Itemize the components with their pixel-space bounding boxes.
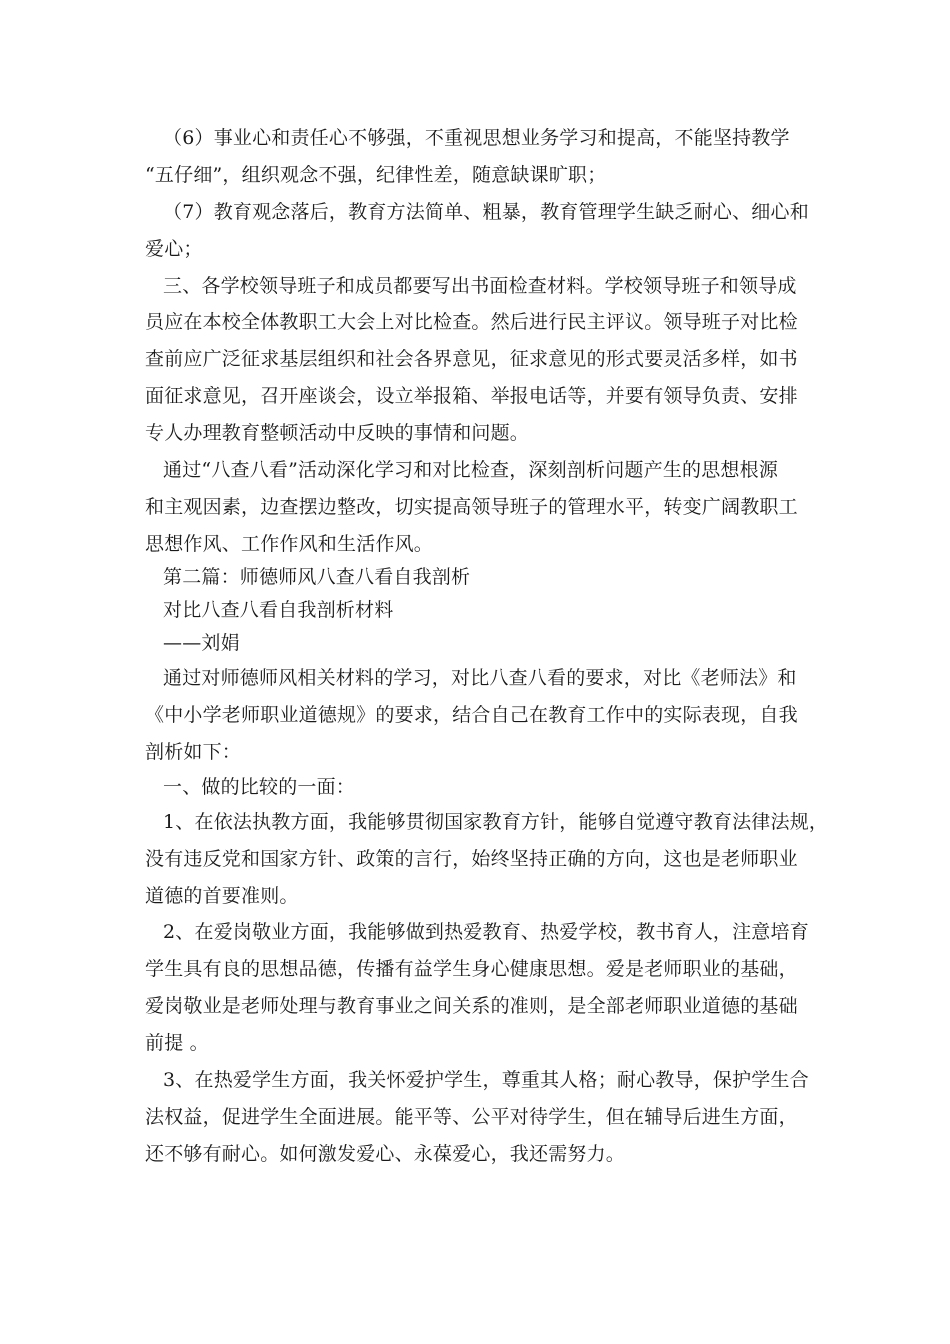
text-line: 三、各学校领导班子和成员都要写出书面检查材料。学校领导班子和领导成 [163,275,797,297]
text-line: 员应在本校全体教职工大会上对比检查。然后进行民主评议。领导班子对比检 [145,311,798,333]
section-heading: 第二篇：师德师风八查八看自我剖析 [163,566,471,588]
text-line: （6）事业心和责任心不够强，不重视思想业务学习和提高，不能坚持教学 [163,127,790,149]
text-line: 查前应广泛征求基层组织和社会各界意见，征求意见的形式要灵活多样，如书 [145,348,798,370]
text-line: 一、做的比较的一面： [163,776,356,798]
text-line: 1、在依法执教方面，我能够贯彻国家教育方针，能够自觉遵守教育法律法规， [163,811,829,833]
text-line: 通过对师德师风相关材料的学习，对比八查八看的要求，对比《老师法》和 [163,667,797,689]
text-line: 前提 。 [145,1032,209,1054]
text-line: 学生具有良的思想品德，传播有益学生身心健康思想。爱是老师职业的基础， [145,958,798,980]
text-line: 法权益，促进学生全面进展。能平等、公平对待学生，但在辅导后进生方面， [145,1106,798,1128]
text-line: 爱心； [145,238,203,260]
text-line: 通过“八查八看”活动深化学习和对比检查，深刻剖析问题产生的思想根源 [163,459,779,481]
text-line: 《中小学老师职业道德规》的要求，结合自己在教育工作中的实际表现，自我 [145,704,798,726]
text-line: 剖析如下： [145,741,242,763]
text-line: 3、在热爱学生方面，我关怀爱护学生，尊重其人格；耐心教导，保护学生合 [163,1069,809,1091]
text-line: 爱岗敬业是老师处理与教育事业之间关系的准则，是全部老师职业道德的基础 [145,995,798,1017]
text-line: 和主观因素，边查摆边整改，切实提高领导班子的管理水平，转变广阔教职工 [145,496,798,518]
document-title: 对比八查八看自我剖析材料 [163,599,394,621]
text-line: 2、在爱岗敬业方面，我能够做到热爱教育、热爱学校，教书育人，注意培育 [163,921,809,943]
text-line: “五仔细”，组织观念不强，纪律性差，随意缺课旷职； [145,164,607,186]
text-line: 道德的首要准则。 [145,885,299,907]
text-line: （7）教育观念落后，教育方法简单、粗暴，教育管理学生缺乏耐心、细心和 [163,201,809,223]
text-line: 还不够有耐心。如何激发爱心、永葆爱心，我还需努力。 [145,1143,626,1165]
author-line: ——刘娟 [163,632,240,654]
text-line: 面征求意见，召开座谈会，设立举报箱、举报电话等，并要有领导负责、安排 [145,385,798,407]
text-line: 专人办理教育整顿活动中反映的事情和问题。 [145,422,530,444]
text-line: 没有违反党和国家方针、政策的言行，始终坚持正确的方向，这也是老师职业 [145,848,798,870]
text-line: 思想作风、工作作风和生活作风。 [145,533,434,555]
